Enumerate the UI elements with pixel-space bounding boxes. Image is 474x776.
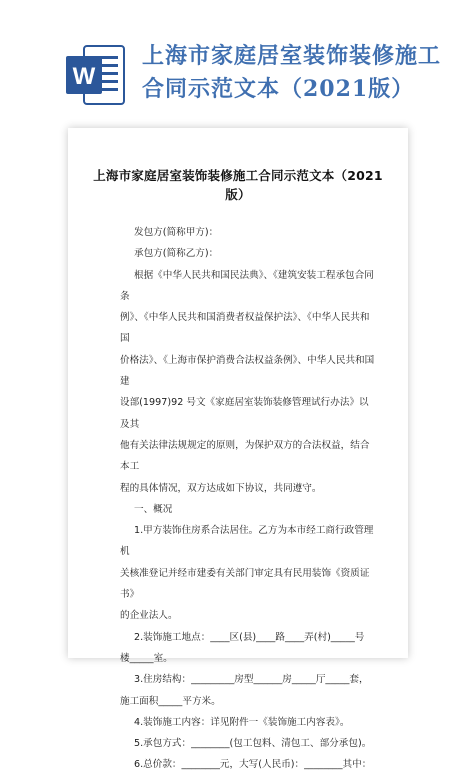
- party-a-line: 发包方(简称甲方)：: [134, 227, 219, 238]
- body-line: 楼_____室。: [120, 652, 173, 664]
- body-line: 价格法》、《上海市保护消费合法权益条例》、中华人民共和国建: [120, 354, 375, 388]
- body-line: 程的具体情况，双方达成如下协议，共同遵守。: [120, 482, 322, 494]
- body-line: 例》、《中华人民共和国消费者权益保护法》、《中华人民共和国: [120, 312, 370, 345]
- document-preview[interactable]: [68, 128, 408, 771]
- document-title-line-1: 上海市家庭居室装饰装修施工合同示范文本（2021: [93, 168, 383, 183]
- body-line: 根据《中华人民共和国民法典》、《建筑安装工程承包合同条: [120, 269, 374, 302]
- page-title-line-1: 上海市家庭居室装饰装修施工: [142, 43, 442, 69]
- body-line: 关核准登记并经市建委有关部门审定具有民用装饰《资质证书》: [120, 567, 370, 601]
- page-title: [142, 40, 462, 106]
- body-line: 4.装饰施工内容：详见附件一《装饰施工内容表》。: [134, 716, 350, 728]
- body-line: 1.甲方装饰住房系合法居住。乙方为本市经工商行政管理机: [120, 525, 374, 558]
- body-line: 施工面积_____平方米。: [120, 695, 221, 707]
- svg-text:W: W: [72, 63, 96, 90]
- document-title-line-2: 版）: [225, 187, 251, 202]
- word-icon: [64, 42, 126, 108]
- party-b-line: 承包方(简称乙方)：: [134, 248, 219, 260]
- header-banner: [0, 0, 474, 128]
- document-body: [120, 222, 378, 776]
- body-line: 的企业法人。: [120, 610, 178, 622]
- section-heading: 一、概况: [134, 503, 173, 515]
- page-title-line-2: 合同示范文本（2021版）: [142, 76, 415, 102]
- body-line: 设部(1997)92 号文《家庭居室装饰装修管理试行办法》以及其: [120, 397, 369, 430]
- body-line: 3.住房结构：_________房型______房_____厅_____套，: [134, 674, 369, 686]
- document-title: [68, 166, 408, 204]
- body-line: 6.总价款：________元，大写(人民币)：________其中：: [134, 759, 372, 771]
- body-line: 他有关法律法规规定的原则，为保护双方的合法权益，结合本工: [120, 439, 370, 473]
- body-line: 5.承包方式：________(包工包料、清包工、部分承包)。: [134, 738, 372, 750]
- body-line: 2.装饰施工地点：____区(县)____路____弄(村)_____号: [134, 631, 365, 643]
